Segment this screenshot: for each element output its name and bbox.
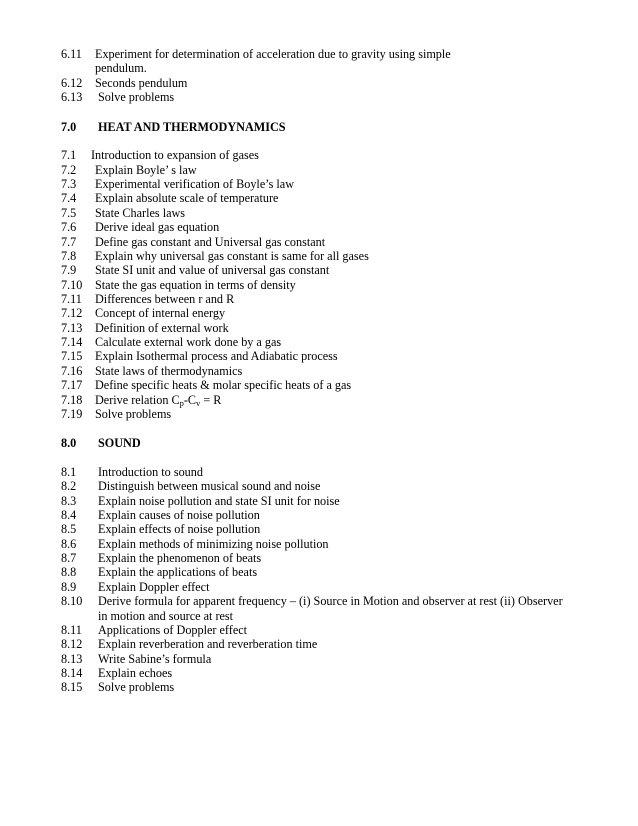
item-text: Explain echoes [98, 666, 173, 680]
item-text: Seconds pendulum [95, 76, 188, 90]
section-title: HEAT AND THERMODYNAMICS [98, 120, 286, 134]
item-number: 7.18 [61, 393, 83, 407]
item-number: 8.9 [61, 580, 77, 594]
item-number: 7.14 [61, 335, 83, 349]
item-number: 6.11 [61, 47, 82, 61]
item-text: Experimental verification of Boyle’s law [95, 177, 294, 191]
subscript-p: p [179, 398, 184, 408]
item-number: 7.9 [61, 263, 77, 277]
item-number: 8.8 [61, 565, 77, 579]
item-number: 8.4 [61, 508, 77, 522]
item-number: 8.15 [61, 680, 83, 694]
item-number: 8.11 [61, 623, 82, 637]
item-text: Distinguish between musical sound and noise [98, 479, 321, 493]
formula-suffix: = R [200, 393, 222, 407]
item-number: 8.3 [61, 494, 77, 508]
item-number: 7.4 [61, 191, 77, 205]
item-number: 7.15 [61, 349, 83, 363]
list-item-8-10-continuation [98, 609, 233, 623]
item-text-formula [95, 393, 221, 407]
item-text: Explain the phenomenon of beats [98, 551, 262, 565]
item-text: Introduction to sound [98, 465, 203, 479]
item-text: Explain absolute scale of temperature [95, 191, 279, 205]
item-number: 7.17 [61, 378, 83, 392]
item-number: 7.6 [61, 220, 77, 234]
item-text: State laws of thermodynamics [95, 364, 243, 378]
item-text: State the gas equation in terms of density [95, 278, 296, 292]
item-text: Explain noise pollution and state SI unit for noise [98, 494, 340, 508]
item-text: Explain why universal gas constant is same for all gases [95, 249, 369, 263]
item-number: 7.3 [61, 177, 77, 191]
item-text: Write Sabine’s formula [98, 652, 212, 666]
item-text: Explain the applications of beats [98, 565, 258, 579]
item-number: 7.5 [61, 206, 77, 220]
item-number: 8.7 [61, 551, 77, 565]
item-number: 7.13 [61, 321, 83, 335]
item-text: Definition of external work [95, 321, 229, 335]
item-number: 7.19 [61, 407, 83, 421]
item-number: 6.13 [61, 90, 83, 104]
item-number: 7.11 [61, 292, 82, 306]
item-text: Differences between r and R [95, 292, 235, 306]
item-number: 7.16 [61, 364, 83, 378]
item-number: 7.8 [61, 249, 77, 263]
item-text: Experiment for determination of acceleration due to gravity using simple [95, 47, 451, 61]
item-number: 8.6 [61, 537, 77, 551]
item-text: Define specific heats & molar specific heats of a gas [95, 378, 352, 392]
item-text: Solve problems [98, 90, 175, 104]
item-text: State SI unit and value of universal gas constant [95, 263, 330, 277]
item-number: 8.2 [61, 479, 77, 493]
item-number: 8.1 [61, 465, 77, 479]
item-text: Solve problems [95, 407, 172, 421]
item-text: Derive ideal gas equation [95, 220, 220, 234]
item-number: 7.2 [61, 163, 77, 177]
item-number: 8.10 [61, 594, 83, 608]
item-text: Explain Doppler effect [98, 580, 210, 594]
item-text: pendulum. [95, 61, 147, 75]
formula-prefix: Derive relation C [95, 393, 180, 407]
item-text: in motion and source at rest [98, 609, 234, 623]
item-text: State Charles laws [95, 206, 186, 220]
item-text: Explain Boyle’ s law [95, 163, 197, 177]
section-number: 8.0 [61, 436, 77, 450]
item-text: Applications of Doppler effect [98, 623, 248, 637]
item-number: 7.10 [61, 278, 83, 292]
section-title: SOUND [98, 436, 141, 450]
item-number: 7.12 [61, 306, 83, 320]
item-number: 8.14 [61, 666, 83, 680]
item-text: Define gas constant and Universal gas constant [95, 235, 326, 249]
item-number: 8.13 [61, 652, 83, 666]
item-text: Explain Isothermal process and Adiabatic process [95, 349, 338, 363]
item-text: Calculate external work done by a gas [95, 335, 282, 349]
item-text: Explain effects of noise pollution [98, 522, 261, 536]
item-number: 7.7 [61, 235, 77, 249]
formula-middle: -C [183, 393, 197, 407]
section-number: 7.0 [61, 120, 77, 134]
item-text: Explain methods of minimizing noise pollution [98, 537, 329, 551]
item-number: 8.12 [61, 637, 83, 651]
subscript-v: v [196, 398, 201, 408]
list-item-6-11-continuation [95, 61, 147, 75]
item-text: Concept of internal energy [95, 306, 226, 320]
item-text: Derive formula for apparent frequency – (i) Source in Motion and observer at rest (ii) Observer [98, 594, 563, 608]
item-number: 7.1 [61, 148, 77, 162]
item-text: Explain reverberation and reverberation time [98, 637, 318, 651]
item-number: 6.12 [61, 76, 83, 90]
item-text: Solve problems [98, 680, 175, 694]
item-text: Introduction to expansion of gases [91, 148, 259, 162]
item-number: 8.5 [61, 522, 77, 536]
item-text: Explain causes of noise pollution [98, 508, 260, 522]
